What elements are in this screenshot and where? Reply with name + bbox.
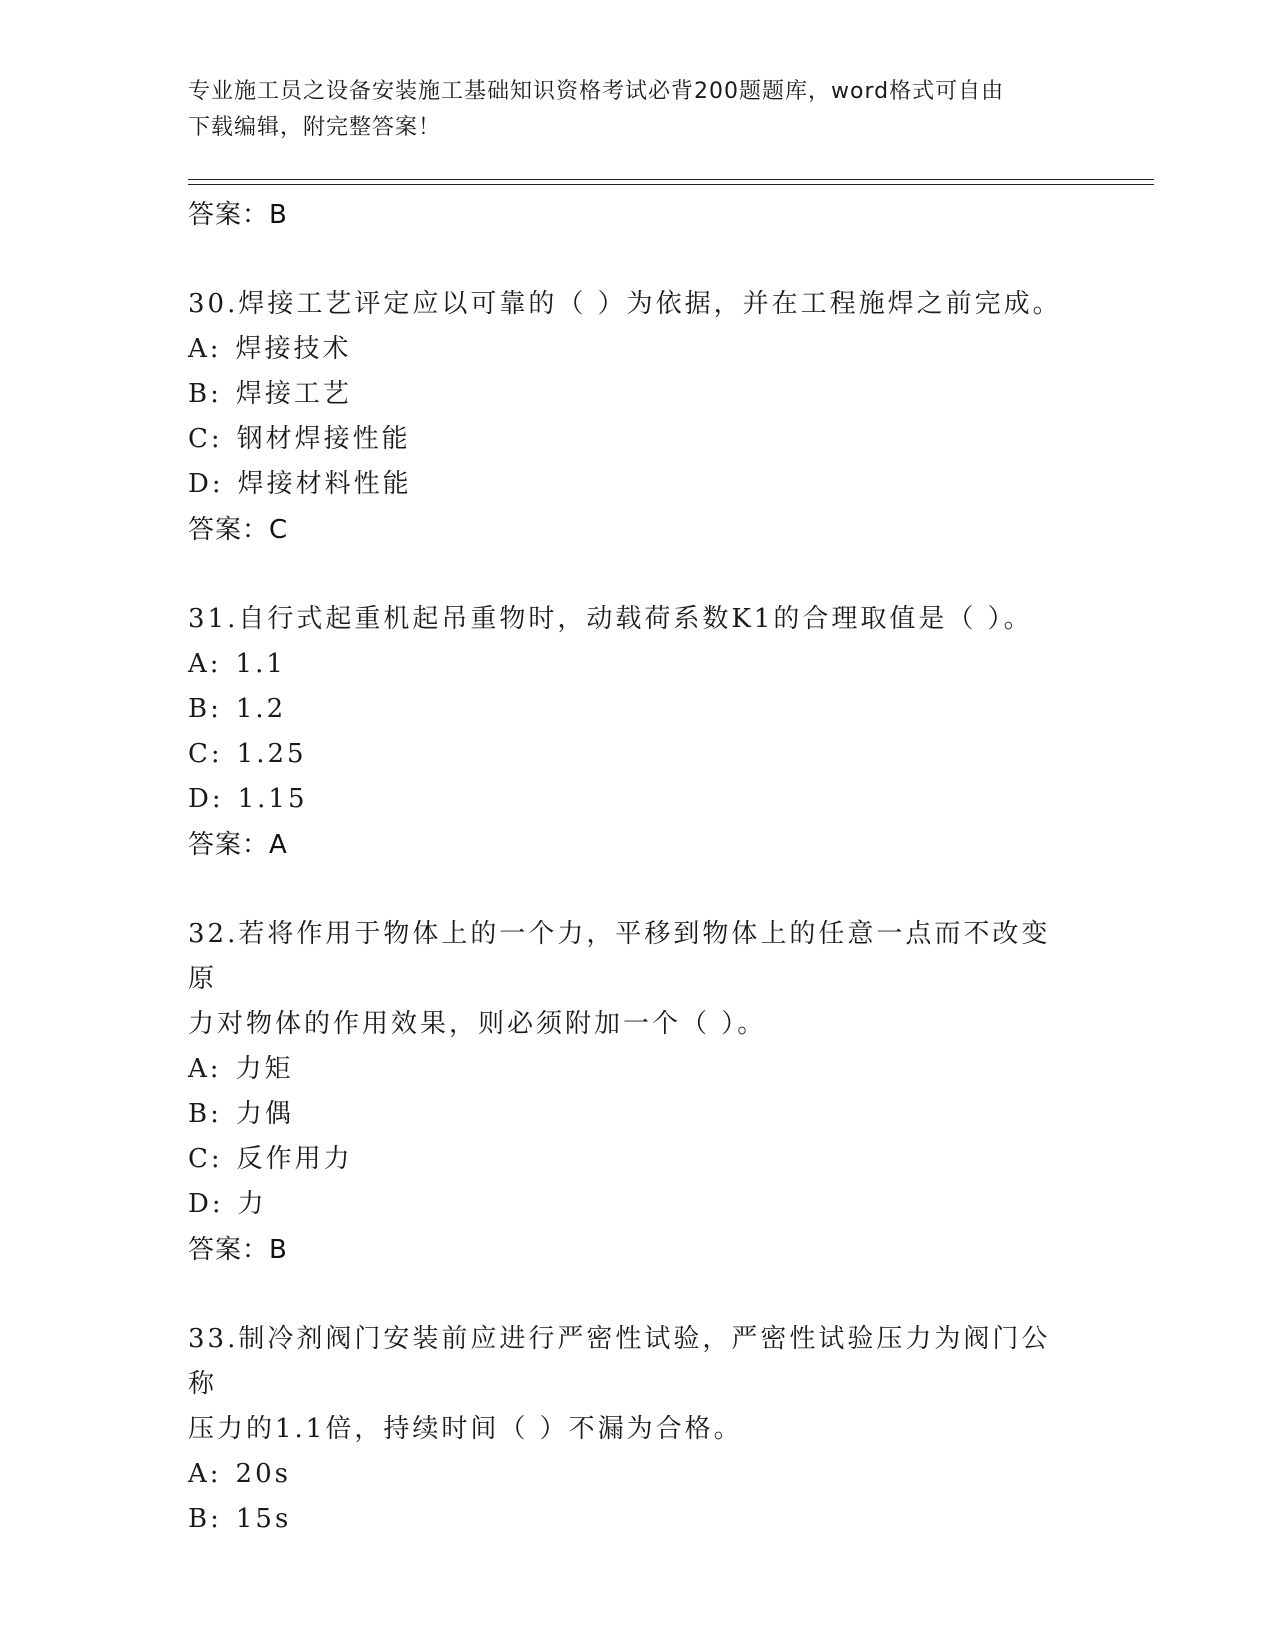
header-rule-top xyxy=(188,179,1154,180)
question-stem-line-1: 32.若将作用于物体上的一个力，平移到物体上的任意一点而不改变原 xyxy=(188,919,1051,994)
answer: 答案：A xyxy=(188,830,288,860)
option-b: B: 力偶 xyxy=(188,1099,294,1129)
question-32 xyxy=(188,912,1068,1273)
block-gap xyxy=(188,868,1068,912)
option-c: C: 反作用力 xyxy=(188,1144,353,1174)
question-stem-line-2: 力对物体的作用效果，则必须附加一个（ ）。 xyxy=(188,1009,767,1039)
document-header xyxy=(188,74,1068,146)
option-a: A: 20s xyxy=(188,1459,291,1489)
block-gap xyxy=(188,553,1068,597)
option-b: B: 1.2 xyxy=(188,694,287,724)
option-a: A: 焊接技术 xyxy=(188,334,352,364)
block-gap xyxy=(188,1273,1068,1317)
question-stem-line-2: 压力的1.1倍，持续时间（ ）不漏为合格。 xyxy=(188,1414,743,1444)
option-d: D: 力 xyxy=(188,1189,267,1219)
header-line-1: 专业施工员之设备安装施工基础知识资格考试必背200题题库，word格式可自由 xyxy=(188,79,1005,104)
question-stem: 30.焊接工艺评定应以可靠的（ ）为依据，并在工程施焊之前完成。 xyxy=(188,289,1062,319)
header-line-2: 下载编辑，附完整答案！ xyxy=(188,115,442,140)
option-a: A: 力矩 xyxy=(188,1054,294,1084)
answer-prev: 答案：B xyxy=(188,200,288,230)
question-stem: 31.自行式起重机起吊重物时，动载荷系数K1的合理取值是（ ）。 xyxy=(188,604,1033,634)
question-33 xyxy=(188,1317,1068,1542)
block-gap xyxy=(188,238,1068,282)
header-rule-bottom xyxy=(188,184,1154,185)
answer: 答案：C xyxy=(188,515,289,545)
option-c: C: 钢材焊接性能 xyxy=(188,424,411,454)
answer: 答案：B xyxy=(188,1235,288,1265)
option-b: B: 焊接工艺 xyxy=(188,379,352,409)
option-a: A: 1.1 xyxy=(188,649,286,679)
option-c: C: 1.25 xyxy=(188,739,307,769)
option-d: D: 焊接材料性能 xyxy=(188,469,412,499)
question-30 xyxy=(188,282,1068,553)
question-31 xyxy=(188,597,1068,868)
option-b: B: 15s xyxy=(188,1504,292,1534)
question-stem-line-1: 33.制冷剂阀门安装前应进行严密性试验，严密性试验压力为阀门公称 xyxy=(188,1324,1051,1399)
question-list xyxy=(188,192,1068,1542)
option-d: D: 1.15 xyxy=(188,784,308,814)
